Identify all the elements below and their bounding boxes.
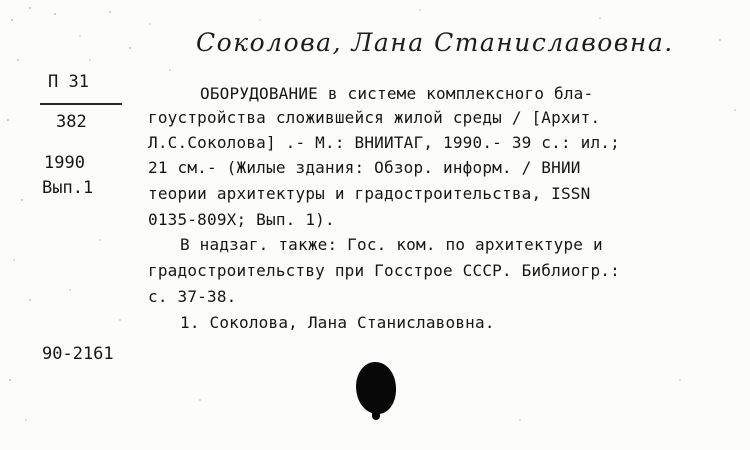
accession-number: 90-2161 [42, 344, 114, 364]
body-line: теории архитектуры и градостроительства, ISSN [148, 184, 591, 203]
body-line: ОБОРУДОВАНИЕ в системе комплексного бла- [200, 84, 594, 103]
handwritten-author-name: Соколова, Лана Станиславовна. [196, 28, 674, 57]
body-line: градостроительству при Госстрое СССР. Библиогр.: [148, 261, 620, 280]
body-line: гоустройства сложившейся жилой среды / [Архит. [148, 108, 601, 127]
body-line: с. 37-38. [148, 287, 237, 306]
shelfmark-year: 1990 [44, 153, 85, 173]
body-line: В надзаг. также: Гос. ком. по архитектуре и [180, 235, 603, 254]
body-line: Л.С.Соколова] .- М.: ВНИИТАГ, 1990.- 39 с.: ил.; [148, 133, 620, 152]
body-line: 0135-809X; Вып. 1). [148, 210, 335, 229]
shelfmark-issue: Вып.1 [42, 178, 94, 198]
shelfmark-code: П 31 [48, 72, 89, 92]
body-line: 1. Соколова, Лана Станиславовна. [180, 313, 495, 332]
body-line: 21 см.- (Жилые здания: Обзор. информ. / ВНИИ [148, 158, 581, 177]
shelfmark-number: 382 [56, 112, 87, 132]
